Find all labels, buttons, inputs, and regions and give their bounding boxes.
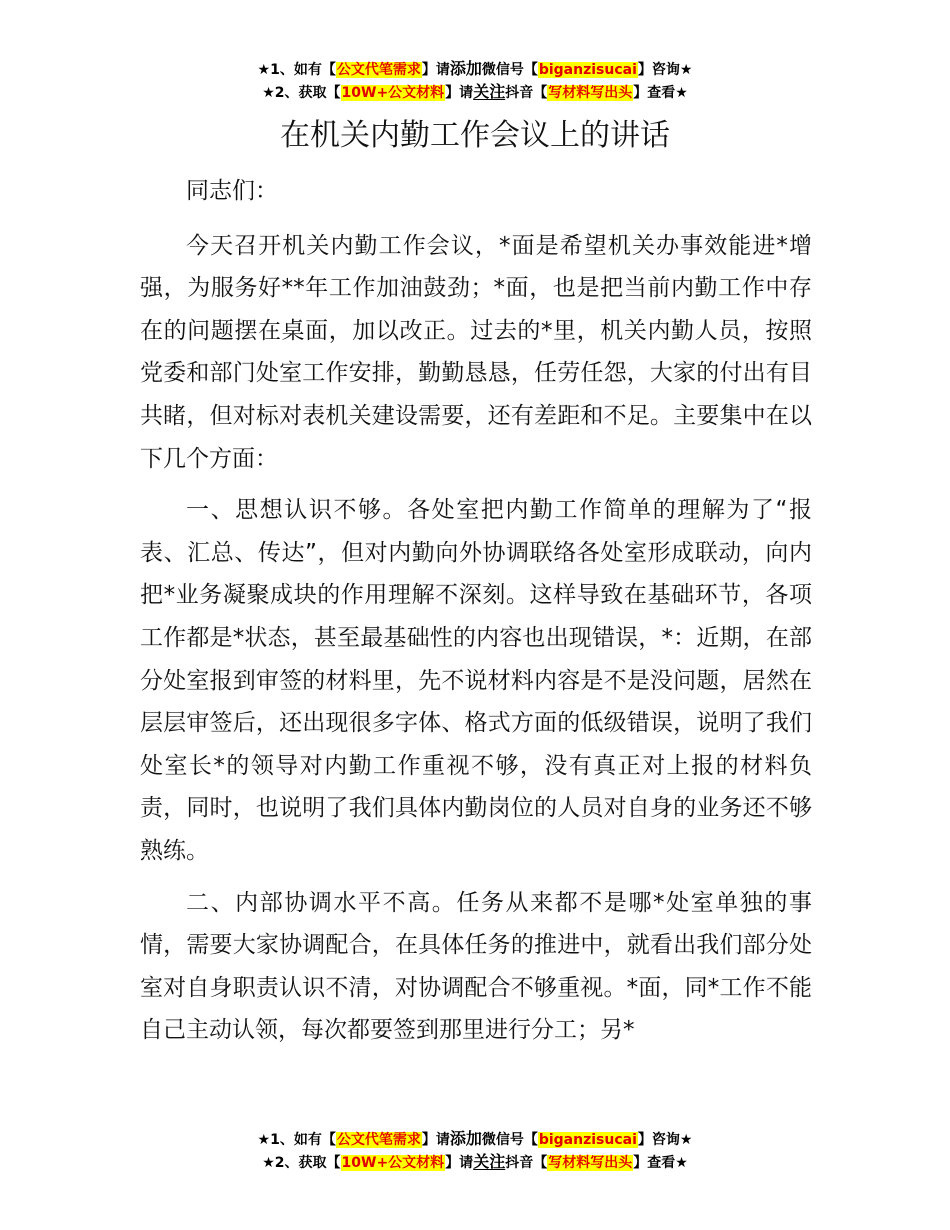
promo-banner-top bbox=[0, 58, 950, 104]
promo-text: 微信号【 bbox=[481, 1132, 538, 1148]
body-paragraph: 今天召开机关内勤工作会议，*面是希望机关办事效能进*增强，为服务好**年工作加油鼓劲；*面，也是把当前内勤工作中存在的问题摆在桌面，加以改正。过去的*里，机关内勤人员，按照党委和部门处室工作安排，勤勤恳恳，任劳任怨，大家的付出有目共睹，但对标对表机关建设需要，还有差距和不足。主要集中在以下几个方面： bbox=[140, 232, 812, 472]
promo-text: 抖音【 bbox=[505, 1155, 548, 1171]
promo-text: ★2、获取【 bbox=[262, 1155, 341, 1171]
promo-text: 】请 bbox=[445, 1155, 474, 1171]
document-title: 在机关内勤工作会议上的讲话 bbox=[280, 118, 670, 153]
promo-text: ★2、获取【 bbox=[262, 85, 341, 101]
promo-highlight: biganzisucai bbox=[538, 62, 637, 78]
promo-text: ★1、如有【 bbox=[257, 62, 336, 78]
body-paragraph: 一、思想认识不够。各处室把内勤工作简单的理解为了“报表、汇总、传达”，但对内勤向外协调联络各处室形成联动，向内把*业务凝聚成块的作用理解不深刻。这样导致在基础环节，各项工作都是*状态，甚至最基础性的内容也出现错误，*：近期，在部分处室报到审签的材料里，先不说材料内容是不是没问题，居然在层层审签后，还出现很多字体、格式方面的低级错误，说明了我们处室长*的领导对内勤工作重视不够，没有真正对上报的材料负责，同时，也说明了我们具体内勤岗位的人员对自身的业务还不够熟练。 bbox=[140, 497, 812, 864]
promo-text: 】咨询★ bbox=[637, 1132, 693, 1148]
promo-text: ★1、如有【 bbox=[257, 1132, 336, 1148]
promo-emphasis: 关注 bbox=[473, 82, 506, 101]
promo-line-1 bbox=[0, 1128, 950, 1151]
promo-emphasis: 添加 bbox=[449, 1129, 482, 1148]
promo-text: 】咨询★ bbox=[637, 62, 693, 78]
promo-highlight: 公文代笔需求 bbox=[336, 1132, 421, 1148]
salutation: 同志们： bbox=[186, 178, 278, 204]
promo-line-1 bbox=[0, 58, 950, 81]
document-body bbox=[140, 170, 812, 1052]
promo-line-2 bbox=[0, 81, 950, 104]
promo-text: 】请 bbox=[421, 1132, 450, 1148]
promo-highlight: 公文代笔需求 bbox=[336, 62, 421, 78]
promo-line-2 bbox=[0, 1151, 950, 1174]
promo-highlight: 写材料写出头 bbox=[548, 85, 633, 101]
promo-text: 】查看★ bbox=[633, 1155, 688, 1171]
promo-text: 】查看★ bbox=[633, 85, 688, 101]
promo-highlight: biganzisucai bbox=[538, 1132, 637, 1148]
promo-text: 】请 bbox=[421, 62, 450, 78]
promo-emphasis: 关注 bbox=[473, 1152, 506, 1171]
promo-highlight: 写材料写出头 bbox=[548, 1155, 633, 1171]
promo-text: 微信号【 bbox=[481, 62, 538, 78]
body-paragraph: 二、内部协调水平不高。任务从来都不是哪*处室单独的事情，需要大家协调配合，在具体任务的推进中，就看出我们部分处室对自身职责认识不清，对协调配合不够重视。*面，同*工作不能自己主动认领，每次都要签到那里进行分工；另* bbox=[140, 889, 812, 1044]
promo-banner-bottom bbox=[0, 1128, 950, 1174]
promo-highlight: 10W+公文材料 bbox=[341, 85, 445, 101]
promo-text: 】请 bbox=[445, 85, 474, 101]
promo-highlight: 10W+公文材料 bbox=[341, 1155, 445, 1171]
promo-emphasis: 添加 bbox=[449, 59, 482, 78]
promo-text: 抖音【 bbox=[505, 85, 548, 101]
